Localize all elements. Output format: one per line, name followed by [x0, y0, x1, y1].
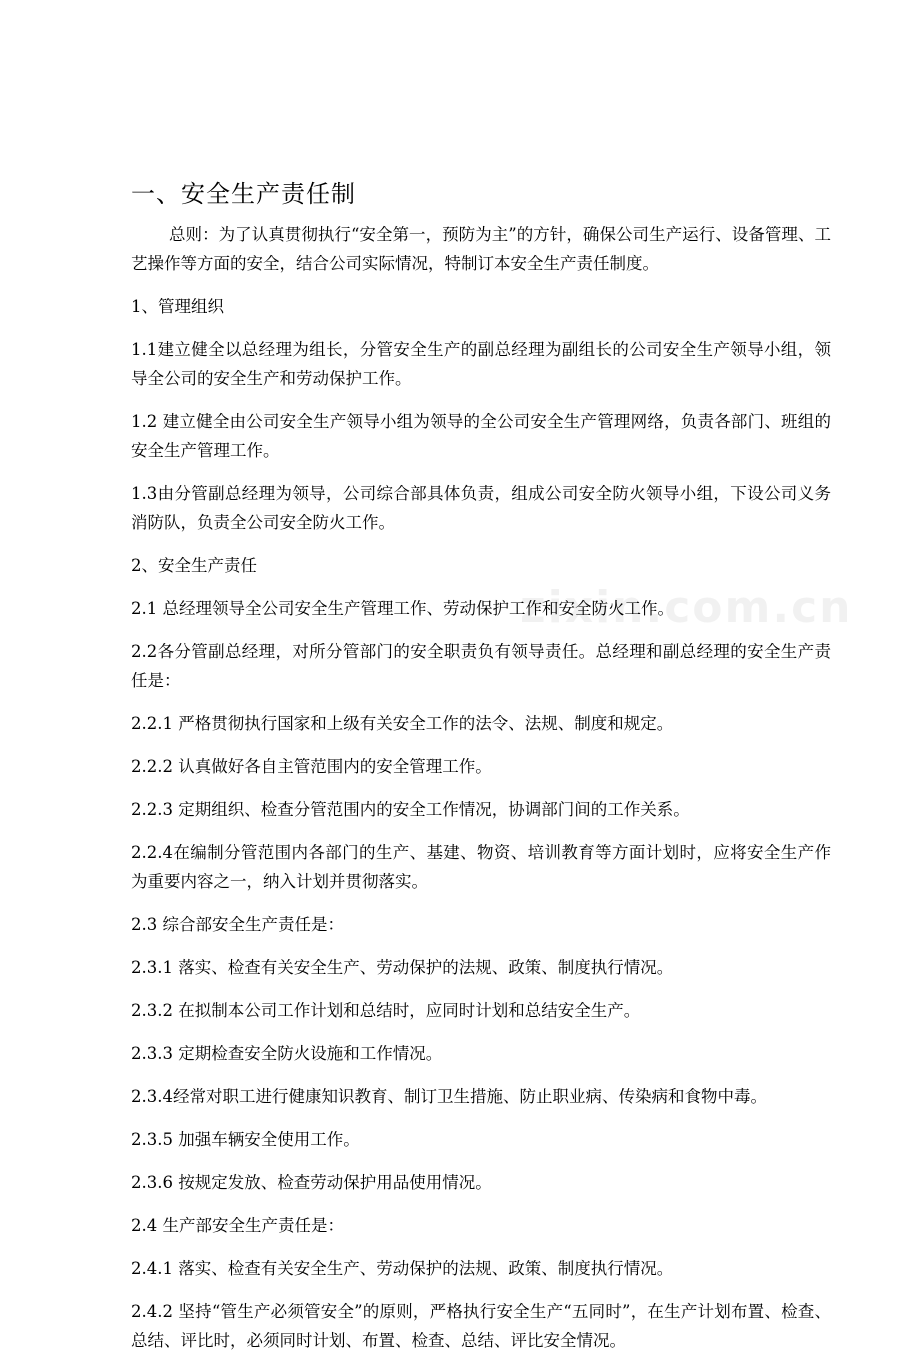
paragraph: 2.2.3 定期组织、检查分管范围内的安全工作情况，协调部门间的工作关系。: [131, 800, 690, 819]
paragraph: 2、安全生产责任: [131, 556, 257, 575]
paragraph: 2.3.4经常对职工进行健康知识教育、制订卫生措施、防止职业病、传染病和食物中毒。: [131, 1087, 767, 1106]
paragraph: 2.3.1 落实、检查有关安全生产、劳动保护的法规、政策、制度执行情况。: [131, 958, 674, 977]
paragraph: 2.2各分管副总经理，对所分管部门的安全职责负有领导责任。总经理和副总经理的安全生产责任是：: [131, 642, 831, 690]
paragraph: 2.3.2 在拟制本公司工作计划和总结时，应同时计划和总结安全生产。: [131, 1001, 641, 1020]
paragraph: 2.3 综合部安全生产责任是：: [131, 915, 344, 934]
paragraph: 2.2.4在编制分管范围内各部门的生产、基建、物资、培训教育等方面计划时，应将安全生产作为重要内容之一，纳入计划并贯彻落实。: [131, 843, 831, 891]
paragraph: 2.4.2 坚持“管生产必须管安全”的原则，严格执行安全生产“五同时”，在生产计划布置、检查、总结、评比时，必须同时计划、布置、检查、总结、评比安全情况。: [131, 1302, 831, 1350]
paragraph: 1.1建立健全以总经理为组长，分管安全生产的副总经理为副组长的公司安全生产领导小组，领导全公司的安全生产和劳动保护工作。: [131, 340, 831, 388]
watermark: zixin.com.cn: [520, 582, 853, 633]
paragraph: 1、管理组织: [131, 297, 224, 316]
paragraph: 1.2 建立健全由公司安全生产领导小组为领导的全公司安全生产管理网络，负责各部门、班组的安全生产管理工作。: [131, 412, 831, 460]
paragraph: 2.3.5 加强车辆安全使用工作。: [131, 1130, 360, 1149]
paragraph: 2.2.1 严格贯彻执行国家和上级有关安全工作的法令、法规、制度和规定。: [131, 714, 674, 733]
paragraph: 2.3.6 按规定发放、检查劳动保护用品使用情况。: [131, 1173, 492, 1192]
paragraph: 2.4 生产部安全生产责任是：: [131, 1216, 344, 1235]
paragraph: 2.1 总经理领导全公司安全生产管理工作、劳动保护工作和安全防火工作。: [131, 599, 674, 618]
paragraph: 总则：为了认真贯彻执行“安全第一，预防为主”的方针，确保公司生产运行、设备管理、工艺操作等方面的安全，结合公司实际情况，特制订本安全生产责任制度。: [131, 225, 831, 273]
document-body: [131, 220, 831, 1355]
document-title: 一、安全生产责任制: [131, 180, 356, 208]
document-page: [131, 178, 831, 1369]
paragraph: 1.3由分管副总经理为领导，公司综合部具体负责，组成公司安全防火领导小组，下设公司义务消防队，负责全公司安全防火工作。: [131, 484, 831, 532]
paragraph: 2.4.1 落实、检查有关安全生产、劳动保护的法规、政策、制度执行情况。: [131, 1259, 674, 1278]
paragraph: 2.3.3 定期检查安全防火设施和工作情况。: [131, 1044, 443, 1063]
paragraph: 2.2.2 认真做好各自主管范围内的安全管理工作。: [131, 757, 492, 776]
